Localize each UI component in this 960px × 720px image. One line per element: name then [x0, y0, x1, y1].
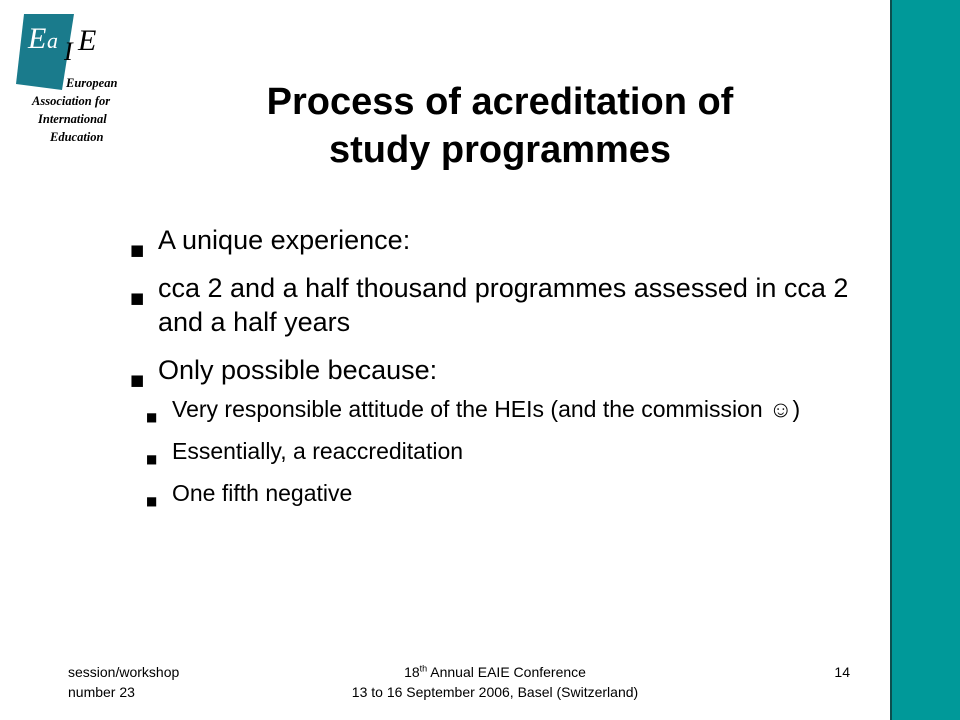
- logo-line: European: [66, 76, 118, 90]
- page-number: 14: [834, 664, 850, 680]
- svg-text:I: I: [64, 37, 73, 66]
- bullet-item: [130, 271, 870, 339]
- title-line-1: Process of acreditation of: [266, 81, 734, 123]
- logo-line: Education: [50, 130, 104, 144]
- svg-text:E: E: [78, 24, 97, 57]
- eaie-logo: [12, 12, 142, 152]
- footer-conference-number: 18: [404, 664, 420, 680]
- footer-conference-line-1: [300, 662, 690, 682]
- sub-bullet-item: [146, 479, 870, 507]
- footer-conference-line-2: 13 to 16 September 2006, Basel (Switzerland): [351, 684, 639, 700]
- bullet-list: [130, 223, 870, 521]
- footer-session-line-1: session/workshop: [68, 664, 180, 680]
- sub-bullet-text: Very responsible attitude of the HEIs (and the commission ☺): [172, 396, 801, 422]
- square-bullet-icon: ■: [146, 410, 158, 424]
- bullet-item: [130, 223, 870, 257]
- footer-conference: [300, 662, 690, 702]
- sub-bullet-list: [146, 395, 870, 507]
- bullet-item: [130, 353, 870, 507]
- square-bullet-icon: ■: [146, 494, 158, 508]
- footer-conference-ordinal: th: [419, 663, 428, 674]
- footer-session: [68, 662, 179, 702]
- svg-text:E: E: [28, 22, 47, 55]
- footer-conference-name: Annual EAIE Conference: [427, 664, 586, 680]
- square-bullet-icon: ■: [130, 241, 145, 259]
- side-color-bar: [890, 0, 960, 720]
- bullet-text: Only possible because:: [158, 355, 438, 385]
- sub-bullet-text: Essentially, a reaccreditation: [172, 438, 464, 464]
- square-bullet-icon: ■: [130, 371, 145, 389]
- square-bullet-icon: ■: [130, 289, 145, 307]
- slide-title: [130, 78, 870, 174]
- square-bullet-icon: ■: [146, 452, 158, 466]
- logo-line: International: [38, 112, 107, 126]
- bullet-text: A unique experience:: [158, 225, 411, 255]
- footer-session-line-2: number 23: [68, 684, 135, 700]
- sub-bullet-item: [146, 395, 870, 423]
- title-line-2: study programmes: [328, 129, 672, 171]
- sub-bullet-text: One fifth negative: [172, 480, 353, 506]
- bullet-text: cca 2 and a half thousand programmes assessed in cca 2 and a half years: [158, 273, 849, 337]
- sub-bullet-item: [146, 437, 870, 465]
- logo-line: Association for: [32, 94, 111, 108]
- svg-text:a: a: [47, 28, 58, 53]
- eaie-logo-text: [30, 74, 117, 146]
